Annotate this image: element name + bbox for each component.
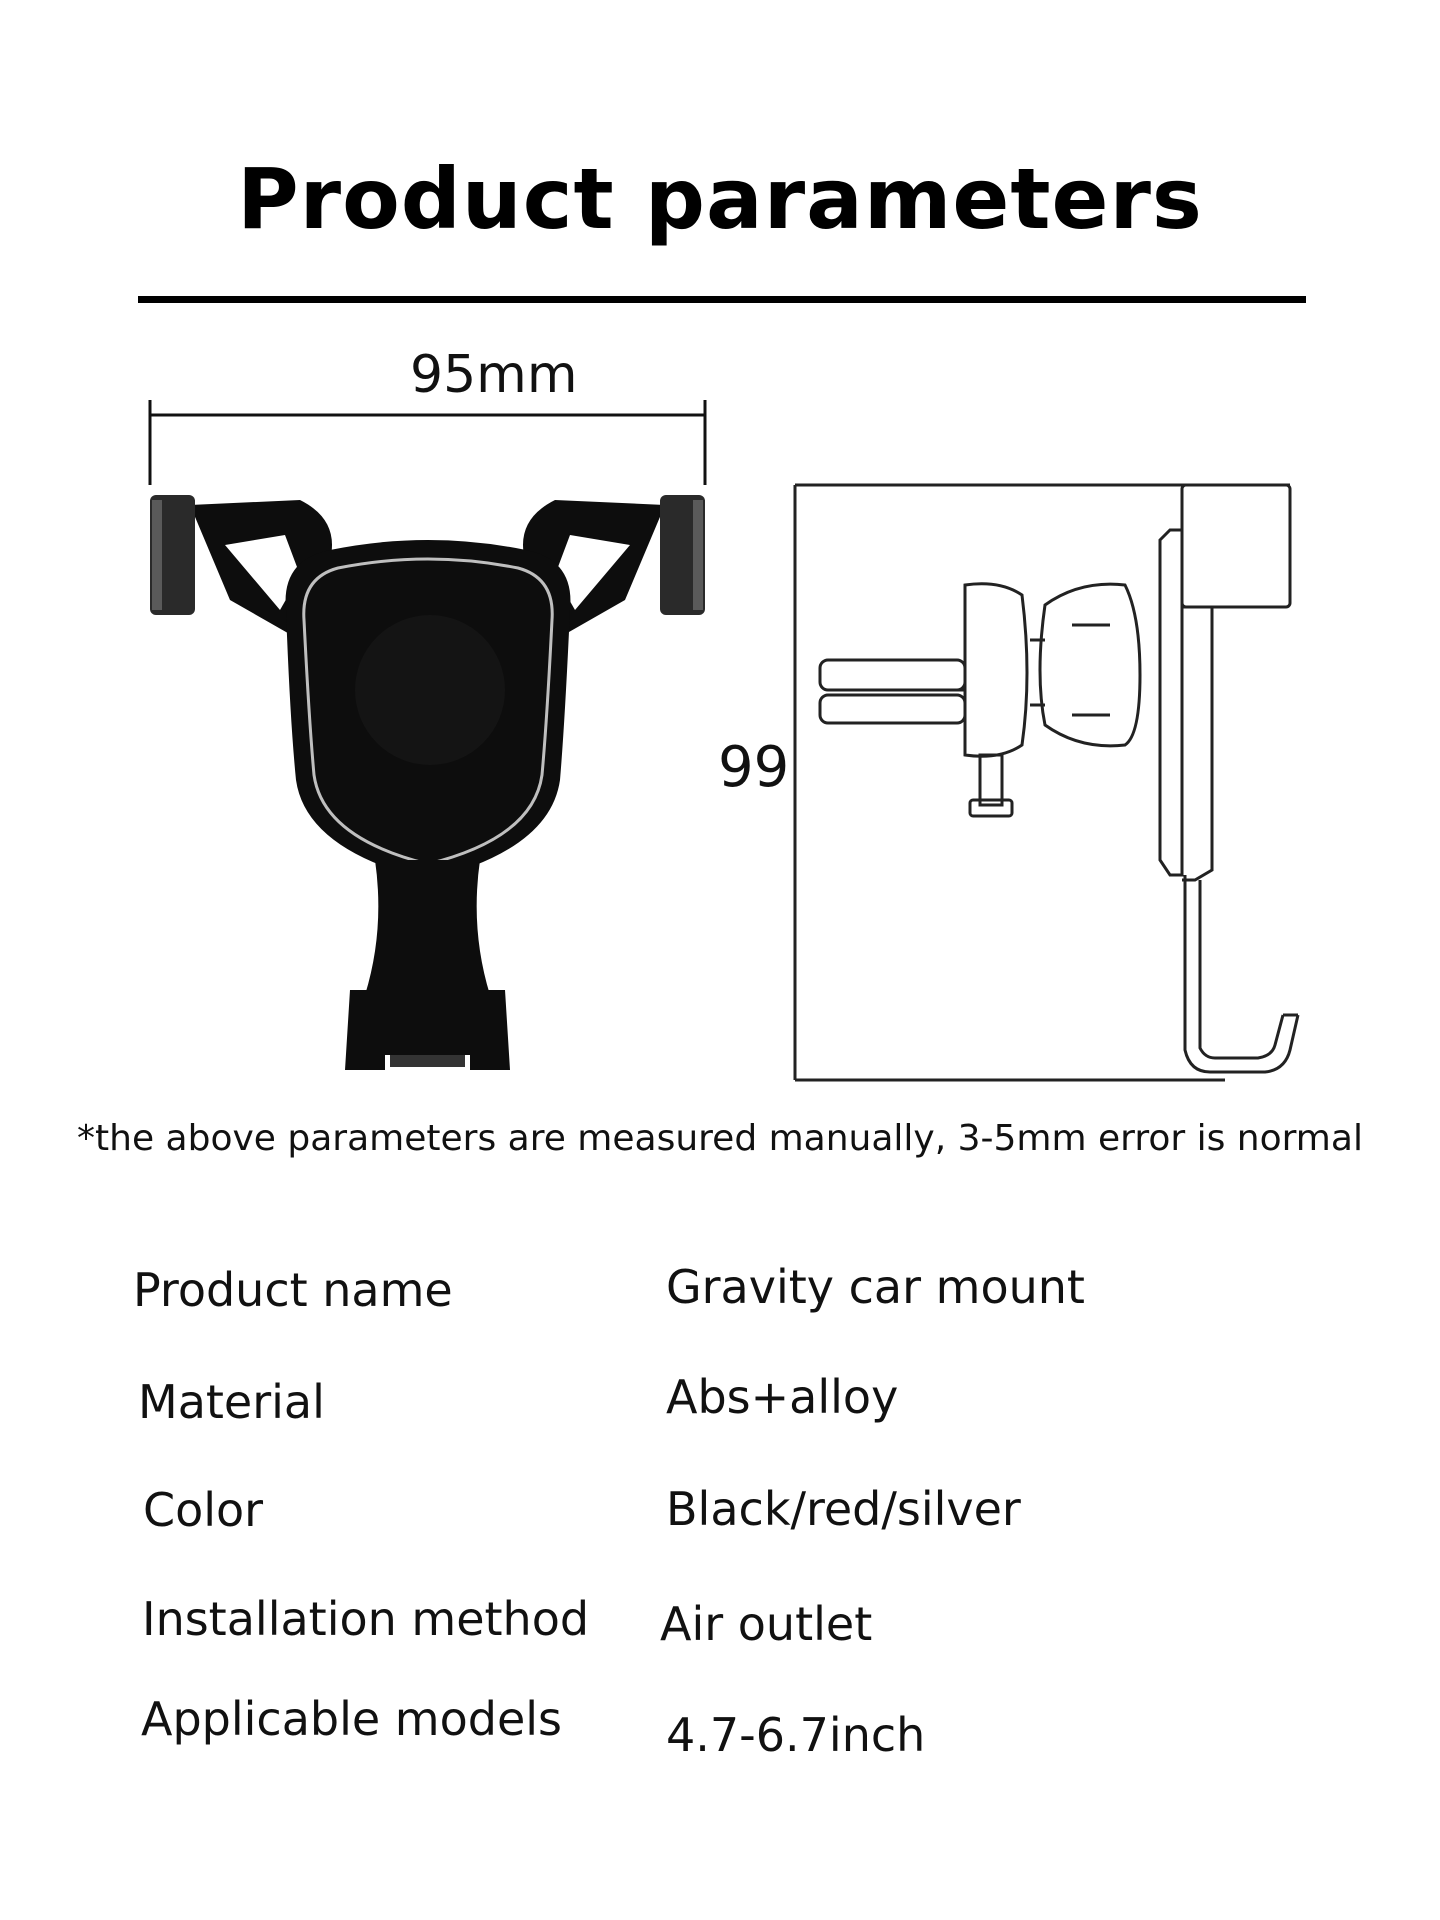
width-dimension-label: 95mm [410,345,578,405]
spec-value-product-name: Gravity car mount [666,1260,1085,1314]
mount-front-image [150,495,705,1070]
spec-label-color: Color [143,1483,264,1537]
spec-label-applicable-models: Applicable models [141,1692,563,1746]
spec-label-installation-method: Installation method [142,1592,590,1646]
height-dimension-line [795,485,1290,1080]
mount-side-drawing [820,485,1298,1072]
spec-label-product-name: Product name [133,1263,453,1317]
measurement-note: *the above parameters are measured manually, 3-5mm error is normal [77,1118,1363,1159]
spec-value-installation-method: Air outlet [660,1597,873,1651]
spec-value-color: Black/red/silver [666,1482,1021,1536]
page-title: Product parameters [237,150,1203,248]
spec-label-material: Material [138,1375,325,1429]
width-dimension-line [150,400,705,485]
height-dimension-label: 99 [718,735,790,800]
spec-value-material: Abs+alloy [666,1370,899,1424]
spec-value-applicable-models: 4.7-6.7inch [666,1708,926,1762]
